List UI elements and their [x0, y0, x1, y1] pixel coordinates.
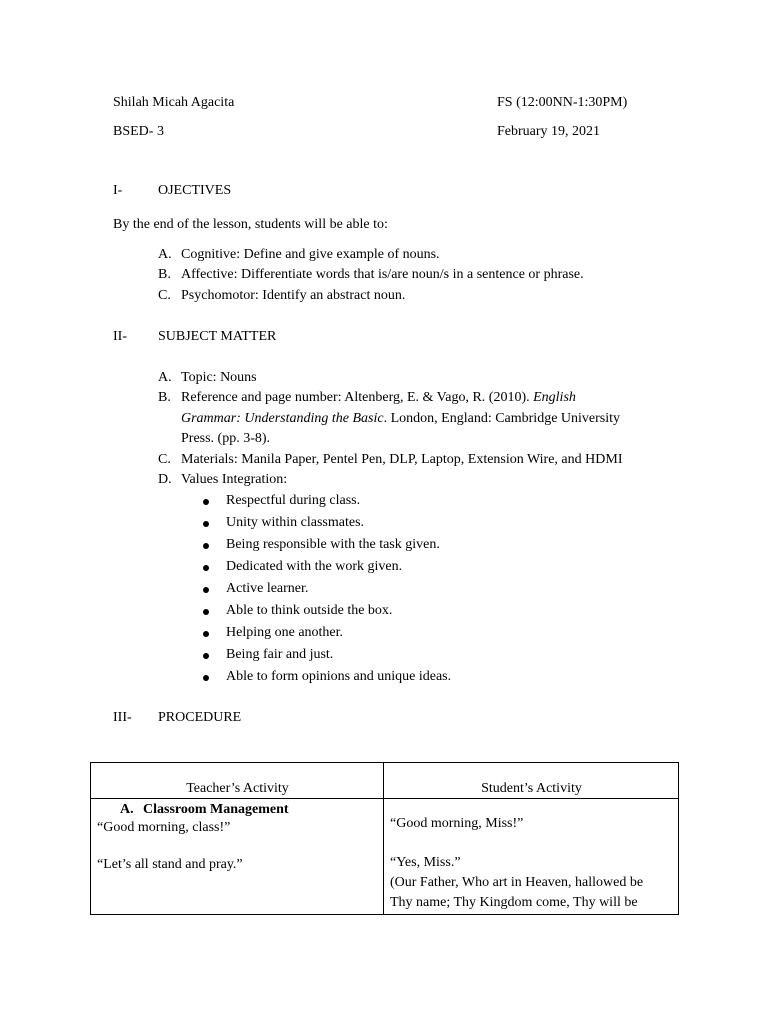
- reference-line-3: Press. (pp. 3-8).: [181, 431, 271, 446]
- reference-suffix: . London, England: Cambridge University: [383, 411, 621, 426]
- student-name: Shilah Micah Agacita: [113, 95, 235, 110]
- topic-marker: A.: [158, 370, 172, 385]
- objectives-heading: OJECTIVES: [158, 183, 232, 198]
- procedure-numeral: III-: [113, 710, 132, 725]
- values-marker: D.: [158, 472, 172, 487]
- topic-item: Topic: Nouns: [181, 370, 257, 385]
- reference-prefix: Reference and page number: Altenberg, E. & Vago, R. (2010).: [181, 390, 530, 405]
- value-item: Respectful during class.: [226, 493, 361, 508]
- schedule: FS (12:00NN-1:30PM): [497, 95, 628, 110]
- bullet-icon: [203, 499, 209, 505]
- objective-item: Cognitive: Define and give example of nouns.: [181, 247, 440, 262]
- table-header-cell: [384, 763, 679, 799]
- objective-item: Psychomotor: Identify an abstract noun.: [181, 288, 406, 303]
- bullet-icon: [203, 543, 209, 549]
- value-item: Being fair and just.: [226, 647, 334, 662]
- student-activity-cell: [384, 799, 679, 915]
- table-row: [91, 799, 679, 915]
- value-item: Being responsible with the task given.: [226, 537, 440, 552]
- document-date: February 19, 2021: [497, 124, 601, 139]
- value-item: Unity within classmates.: [226, 515, 365, 530]
- value-item: Able to think outside the box.: [226, 603, 393, 618]
- section-title: Classroom Management: [143, 802, 289, 817]
- table-header-cell: [91, 763, 384, 799]
- student-line: (Our Father, Who art in Heaven, hallowed be: [390, 875, 644, 890]
- student-activity-header: Student’s Activity: [481, 781, 582, 796]
- teacher-line: “Let’s all stand and pray.”: [97, 857, 243, 872]
- value-item: Dedicated with the work given.: [226, 559, 403, 574]
- objective-marker: B.: [158, 267, 171, 282]
- table-header-row: [91, 763, 679, 799]
- bullet-icon: [203, 521, 209, 527]
- reference-line-2: [181, 412, 620, 426]
- teacher-activity-cell: [91, 799, 384, 915]
- objective-marker: C.: [158, 288, 171, 303]
- reference-marker: B.: [158, 390, 171, 405]
- value-item: Active learner.: [226, 581, 309, 596]
- objective-item: Affective: Differentiate words that is/are noun/s in a sentence or phrase.: [181, 267, 584, 282]
- course-section: BSED- 3: [113, 124, 164, 139]
- reference-line-1: [181, 391, 576, 405]
- student-line: “Good morning, Miss!”: [390, 816, 524, 831]
- teacher-line: “Good morning, class!”: [97, 820, 231, 835]
- objectives-intro: By the end of the lesson, students will be able to:: [113, 217, 388, 232]
- bullet-icon: [203, 631, 209, 637]
- student-line: “Yes, Miss.”: [390, 855, 461, 870]
- section-marker: A.: [120, 802, 134, 817]
- student-line: Thy name; Thy Kingdom come, Thy will be: [390, 895, 638, 910]
- subject-matter-numeral: II-: [113, 329, 127, 344]
- objectives-numeral: I-: [113, 183, 123, 198]
- materials-marker: C.: [158, 452, 171, 467]
- teacher-activity-header: Teacher’s Activity: [186, 781, 289, 796]
- value-item: Helping one another.: [226, 625, 344, 640]
- materials-item: Materials: Manila Paper, Pentel Pen, DLP, Laptop, Extension Wire, and HDMI: [181, 452, 623, 467]
- objective-marker: A.: [158, 247, 172, 262]
- activity-table: [90, 762, 679, 915]
- bullet-icon: [203, 653, 209, 659]
- procedure-heading: PROCEDURE: [158, 710, 242, 725]
- bullet-icon: [203, 609, 209, 615]
- subject-matter-heading: SUBJECT MATTER: [158, 329, 277, 344]
- bullet-icon: [203, 565, 209, 571]
- bullet-icon: [203, 675, 209, 681]
- values-heading: Values Integration:: [181, 472, 288, 487]
- bullet-icon: [203, 587, 209, 593]
- value-item: Able to form opinions and unique ideas.: [226, 669, 452, 684]
- reference-title-part-2: Grammar: Understanding the Basic: [181, 411, 384, 426]
- reference-title-part-1: English: [533, 390, 576, 405]
